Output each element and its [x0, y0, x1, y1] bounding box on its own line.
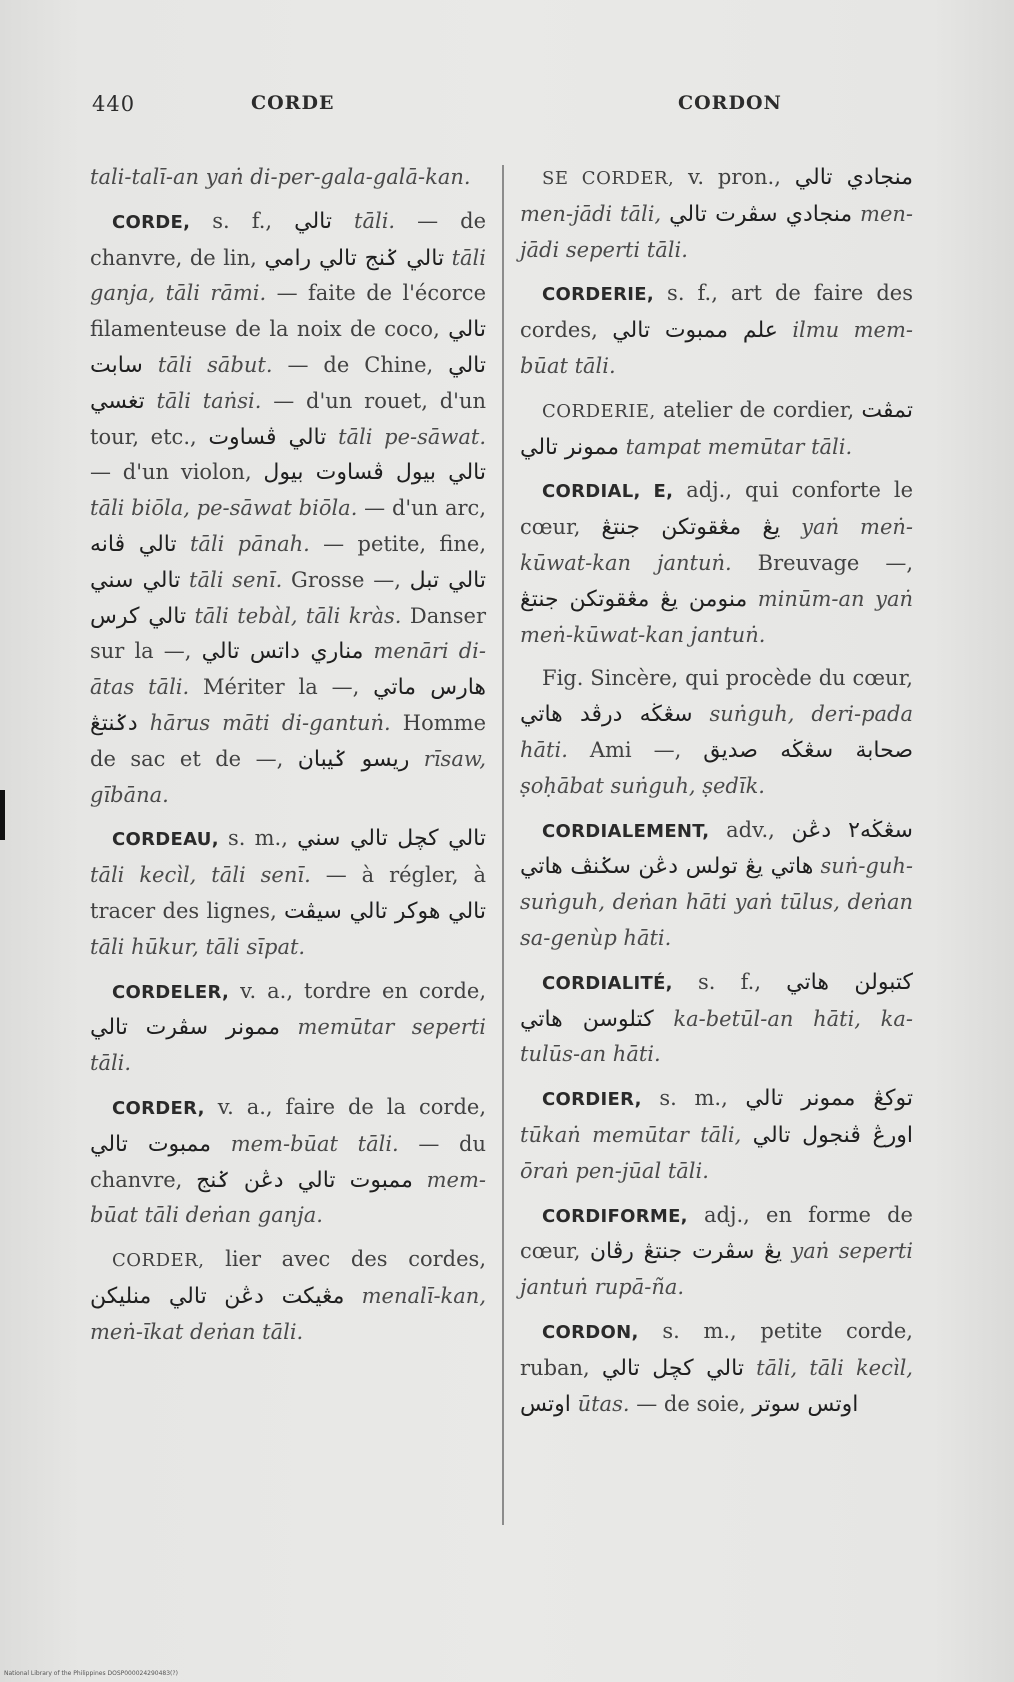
transliteration: tāli senī. — [180, 567, 283, 592]
right-column — [520, 160, 913, 1430]
transliteration: tāli pe-sāwat. — [326, 424, 486, 449]
left-column — [90, 160, 486, 1359]
entry-se-corder — [520, 160, 913, 268]
entry-cordeau — [90, 821, 486, 965]
transliteration: mem-būat tāli. — [211, 1131, 399, 1156]
jawi-text: هارس ماتي دݢنتڠ — [90, 675, 487, 736]
entry-text: — du chanvre, — [90, 1131, 486, 1192]
transliteration: rīsaw, gībāna. — [90, 746, 487, 807]
jawi-text: علم ممبوت تالي — [612, 318, 778, 344]
entry-text: v. pron., — [674, 165, 795, 189]
transliteration: tāli taṅsi. — [144, 388, 262, 413]
jawi-text: اوتس سوتر — [752, 1391, 859, 1417]
transliteration: tāli kecìl, tāli senī. — [90, 863, 311, 888]
transliteration: tāli biōla, pe-sāwat biōla. — [90, 496, 358, 521]
headword: SE CORDER, — [542, 168, 675, 189]
entry-cordial — [520, 473, 913, 653]
jawi-text: تالي ڤانه — [90, 531, 177, 557]
headword: CORDERIE, — [542, 284, 655, 306]
transliteration: menalī-kan, meṅ-īkat deṅan tāli. — [90, 1283, 486, 1344]
jawi-text: تالي تبل تالي كرس — [90, 567, 486, 629]
entry-text: Grosse —, — [282, 567, 410, 592]
entry-text: s. f., — [672, 969, 787, 994]
jawi-text: سڠڬه درڤد هاتي — [520, 702, 693, 728]
headword: CORDEAU, — [112, 829, 219, 851]
entry-text: Homme de sac et de —, — [90, 710, 486, 771]
jawi-text: ممبوت تالي دڠن ݢنج — [196, 1167, 413, 1193]
transliteration: tāli tebàl, tāli kràs. — [186, 603, 402, 628]
entry-corde — [90, 204, 486, 814]
entry-cordon — [520, 1314, 913, 1422]
transliteration: minūm-an yaṅ meṅ-kūwat-kan jantuṅ. — [520, 586, 913, 647]
entry-text: s. f., art de faire des cordes, — [520, 281, 913, 343]
page-number: 440 — [92, 92, 136, 116]
jawi-text: تالي سني — [90, 567, 181, 593]
jawi-text: تالي — [294, 208, 332, 234]
left-running-head: CORDE — [251, 92, 335, 114]
entry-text: v. a., faire de la corde, — [204, 1094, 486, 1119]
entry-cordiforme — [520, 1198, 913, 1306]
jawi-text: منومن يڠ مڠقوتكن جنتڠ — [520, 586, 748, 612]
headword: CORDELER, — [112, 981, 230, 1003]
jawi-text: منجادي سڤرت تالي — [669, 201, 853, 227]
jawi-text: تالي ڤساوت — [208, 424, 327, 450]
jawi-text: تالي كچل تالي سني — [297, 826, 486, 852]
jawi-text: كتبولن هاتي كتلوسن هاتي — [520, 969, 913, 1032]
entry-corder — [90, 1090, 486, 1234]
transliteration: tāli sābut. — [142, 352, 273, 377]
transliteration: men-jādi seperti tāli. — [520, 201, 914, 262]
entry-text: Fig. Sincère, qui procède du cœur, — [542, 666, 913, 691]
page-edge-mark — [0, 790, 5, 840]
transliteration: suṅ-guh-suṅguh, deṅan hāti yaṅ tūlus, deṅan sa-genùp hāti. — [520, 854, 914, 950]
transliteration: suṅguh, deri-pada hāti. — [520, 702, 913, 762]
entry-text: — de chanvre, de lin, — [90, 208, 486, 270]
entry-text: — de soie, — [629, 1391, 753, 1416]
entry-text: Danser sur la —, — [90, 603, 486, 664]
entry-corderie — [520, 276, 913, 384]
transliteration: tūkaṅ memūtar tāli, — [520, 1122, 742, 1147]
entry-text: s. f., — [190, 208, 295, 233]
jawi-text: تالي ݢنج تالي رامي — [264, 245, 445, 271]
entry-text: adj., en forme de cœur, — [520, 1202, 913, 1264]
headword: CORDIAL, E, — [542, 481, 674, 503]
jawi-text: اوتس — [520, 1391, 571, 1417]
entry-text: — petite, fine, — [309, 531, 487, 556]
column-divider — [502, 165, 504, 1525]
transliteration: tāli, tāli kecìl, — [743, 1355, 913, 1380]
transliteration: ṣoḥābat suṅguh, ṣedīk. — [520, 773, 765, 798]
transliteration: tāli ganja, tāli rāmi. — [90, 245, 486, 306]
jawi-text: ممبوت تالي — [90, 1131, 212, 1157]
right-running-head: CORDON — [678, 92, 782, 114]
entry-cordial-fig — [520, 661, 913, 804]
transliteration: tāli pānah. — [176, 531, 310, 556]
entry-text: Breuvage —, — [731, 550, 913, 575]
entry-text: s. m., petite corde, ruban, — [520, 1318, 913, 1380]
jawi-text: تالي هوكر تالي سيڤت — [284, 898, 486, 924]
entry-continuation: tali-talī-an yaṅ di-per-gala-galā-kan. — [90, 165, 471, 189]
transliteration: tampat memūtar tāli. — [619, 434, 853, 459]
transliteration: tāli. — [332, 208, 396, 233]
transliteration: yaṅ seperti jantuṅ rupā-ña. — [520, 1239, 914, 1300]
jawi-text: مناري داتس تالي — [201, 639, 364, 665]
headword: CORDIFORME, — [542, 1205, 688, 1227]
jawi-text: ممونر سڤرت تالي — [90, 1015, 280, 1041]
entry-text: lier avec des cordes, — [204, 1247, 486, 1272]
jawi-text: منجادي تالي — [794, 165, 914, 190]
entry-text: adv., — [709, 817, 792, 842]
headword: CORDIER, — [542, 1089, 642, 1111]
transliteration: mem-būat tāli deṅan ganja. — [90, 1167, 486, 1228]
entry-corderie-2 — [520, 393, 913, 466]
entry-text: Mériter la —, — [189, 675, 374, 700]
transliteration: ūtas. — [570, 1391, 630, 1416]
jawi-text: يڠ مڠقوتكن جنتڠ — [601, 515, 781, 541]
jawi-text: اورڠ ڤنجول تالي — [752, 1122, 913, 1148]
entry-text: atelier de cordier, — [655, 397, 862, 422]
entry-text: — de Chine, — [272, 352, 449, 377]
transliteration: tāli hūkur, tāli sīpat. — [90, 934, 306, 959]
transliteration: ka-betūl-an hāti, ka-tulūs-an hāti. — [520, 1006, 913, 1067]
entry-cordeler — [90, 974, 486, 1082]
jawi-text: مڠيكت دڠن تالي منليكن — [90, 1283, 345, 1309]
entry-corder-2 — [90, 1242, 486, 1350]
jawi-text: تالي كچل تالي — [601, 1355, 744, 1381]
transliteration: ilmu mem-būat tāli. — [520, 318, 913, 378]
headword: CORDIALITÉ, — [542, 972, 673, 994]
entry-text: — d'un violon, — [90, 460, 264, 485]
jawi-text: سڠڬه٢ دڠن هاتي يڠ تولس دڠن سݢنڤ هاتي — [520, 817, 913, 880]
jawi-text: صحابة سڠڬه صديق — [703, 737, 913, 763]
jawi-text: تمڤت ممونر تالي — [520, 397, 913, 460]
entry-text: — d'un rouet, d'un tour, etc., — [90, 388, 486, 449]
headword: CORDE, — [112, 211, 191, 233]
entry-text: Ami —, — [567, 737, 704, 762]
entry-text: s. m., — [218, 826, 298, 851]
transliteration: memūtar seperti tāli. — [90, 1015, 486, 1076]
headword: CORDON, — [542, 1321, 639, 1343]
jawi-text: تالي سابت — [90, 317, 486, 378]
jawi-text: يڠ سڤرت جنتڠ رڤان — [589, 1239, 782, 1265]
transliteration: ōraṅ pen-jūal tāli. — [520, 1158, 709, 1183]
entry-text: — d'un arc, — [357, 496, 486, 521]
entry-cordialement — [520, 813, 913, 957]
transliteration: men-jādi tāli, — [520, 201, 662, 226]
entry-text: — faite de l'écorce filamenteuse de la noix de coco, — [90, 281, 486, 342]
entry-text: adj., qui conforte le cœur, — [520, 478, 914, 540]
scan-credit: National Library of the Philippines DOSP000024290483(?) — [4, 1670, 178, 1677]
jawi-text: تالي بيول ڤساوت بيول — [263, 460, 487, 486]
entry-cordier — [520, 1081, 913, 1189]
headword: CORDERIE, — [542, 400, 656, 422]
jawi-text: توكڠ ممونر تالي — [745, 1086, 913, 1112]
jawi-text: ريسو ݢيبان — [297, 746, 410, 772]
entry-cordialite — [520, 965, 913, 1073]
jawi-text: تالي تغسي — [90, 352, 487, 414]
headword: CORDER, — [112, 1097, 205, 1119]
transliteration: menāri di-ātas tāli. — [90, 639, 486, 700]
transliteration: yaṅ meṅ-kūwat-kan jantuṅ. — [520, 515, 913, 575]
entry-text: — à régler, à tracer des lignes, — [90, 863, 487, 923]
transliteration: hārus māti di-gantuṅ. — [137, 710, 391, 735]
entry-text: v. a., tordre en corde, — [229, 978, 486, 1003]
headword: CORDIALEMENT, — [542, 820, 710, 842]
headword: CORDER, — [112, 1250, 205, 1272]
entry-text: s. m., — [641, 1086, 746, 1111]
